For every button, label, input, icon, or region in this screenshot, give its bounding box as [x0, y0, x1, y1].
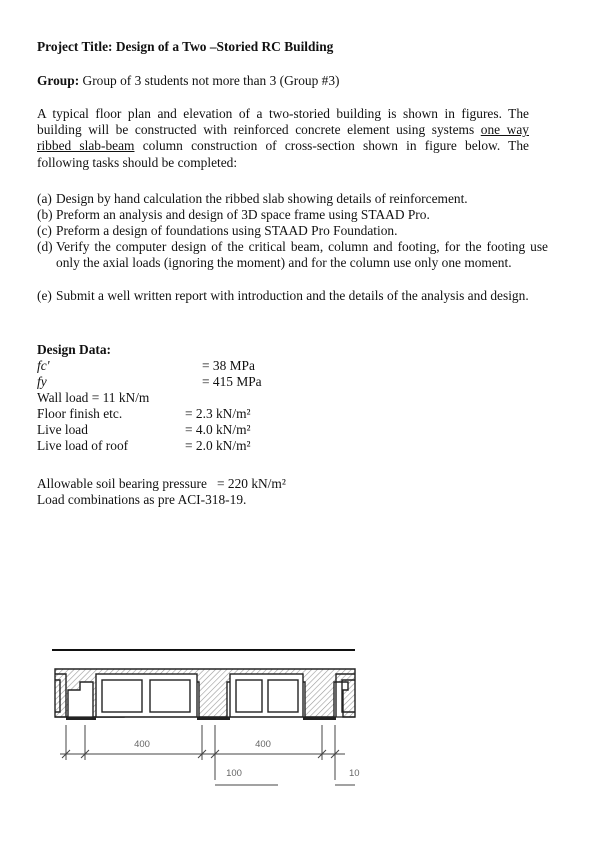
dim-label-400-right: 400 — [255, 739, 271, 750]
task-text: Preform an analysis and design of 3D space frame using STAAD Pro. — [56, 207, 430, 222]
fy-label: fy — [37, 374, 47, 389]
task-label: (d) — [37, 239, 53, 254]
intro-paragraph — [37, 106, 529, 171]
slab-section — [55, 669, 355, 720]
floor-finish-label: Floor finish etc. — [37, 406, 123, 421]
dim-label-100: 100 — [226, 768, 242, 779]
live-load-label: Live load — [37, 422, 88, 437]
ribbed-slab-section-figure — [0, 630, 602, 850]
intro-text-2: column construction of cross-section shown in figure below. The following tasks should be completed: — [37, 138, 530, 170]
load-combinations: Load combinations as pre ACI-318-19. — [37, 492, 247, 507]
task-item-d — [37, 239, 548, 271]
intro-text-1: A typical floor plan and elevation of a two-storied building is shown in figures. The building will be constructed with reinforced concrete element using systems — [37, 106, 529, 138]
task-text: Design by hand calculation the ribbed slab showing details of reinforcement. — [56, 191, 468, 206]
group-label: Group: — [37, 73, 80, 88]
fc-label: fc' — [37, 358, 50, 373]
task-text: Submit a well written report with introduction and the details of the analysis and design. — [56, 288, 529, 303]
task-item-e — [37, 288, 548, 304]
live-load-value: = 4.0 kN/m² — [185, 422, 251, 437]
task-text: Verify the computer design of the critical beam, column and footing, for the footing use only the axial loads (ignoring the moment) and for the column use only one moment. — [56, 239, 548, 271]
intro-underlined: one way ribbed slab-beam — [37, 122, 529, 154]
dimension-line-rib-spacing — [60, 725, 345, 780]
group-line — [37, 73, 340, 89]
task-label: (c) — [37, 223, 52, 238]
design-data-heading: Design Data: — [37, 342, 112, 357]
roof-live-load-label: Live load of roof — [37, 438, 129, 453]
task-item-a — [37, 191, 529, 207]
task-item-c — [37, 223, 529, 239]
task-label: (b) — [37, 207, 53, 222]
task-text: Preform a design of foundations using STAAD Pro Foundation. — [56, 223, 398, 238]
floor-finish-value: = 2.3 kN/m² — [185, 406, 251, 421]
task-label: (e) — [37, 288, 52, 303]
group-value: Group of 3 students not more than 3 (Group #3) — [79, 73, 340, 88]
fc-value: = 38 MPa — [202, 358, 255, 373]
project-title: Project Title: Design of a Two –Storied RC Building — [37, 39, 334, 54]
task-label: (a) — [37, 191, 52, 206]
fy-value: = 415 MPa — [202, 374, 262, 389]
dim-label-400-left: 400 — [134, 739, 150, 750]
roof-live-load-value: = 2.0 kN/m² — [185, 438, 251, 453]
task-item-b — [37, 207, 529, 223]
wall-load: Wall load = 11 kN/m — [37, 390, 150, 405]
dim-label-10-partial: 10 — [349, 768, 360, 779]
soil-bearing: Allowable soil bearing pressure = 220 kN/m² — [37, 476, 286, 491]
